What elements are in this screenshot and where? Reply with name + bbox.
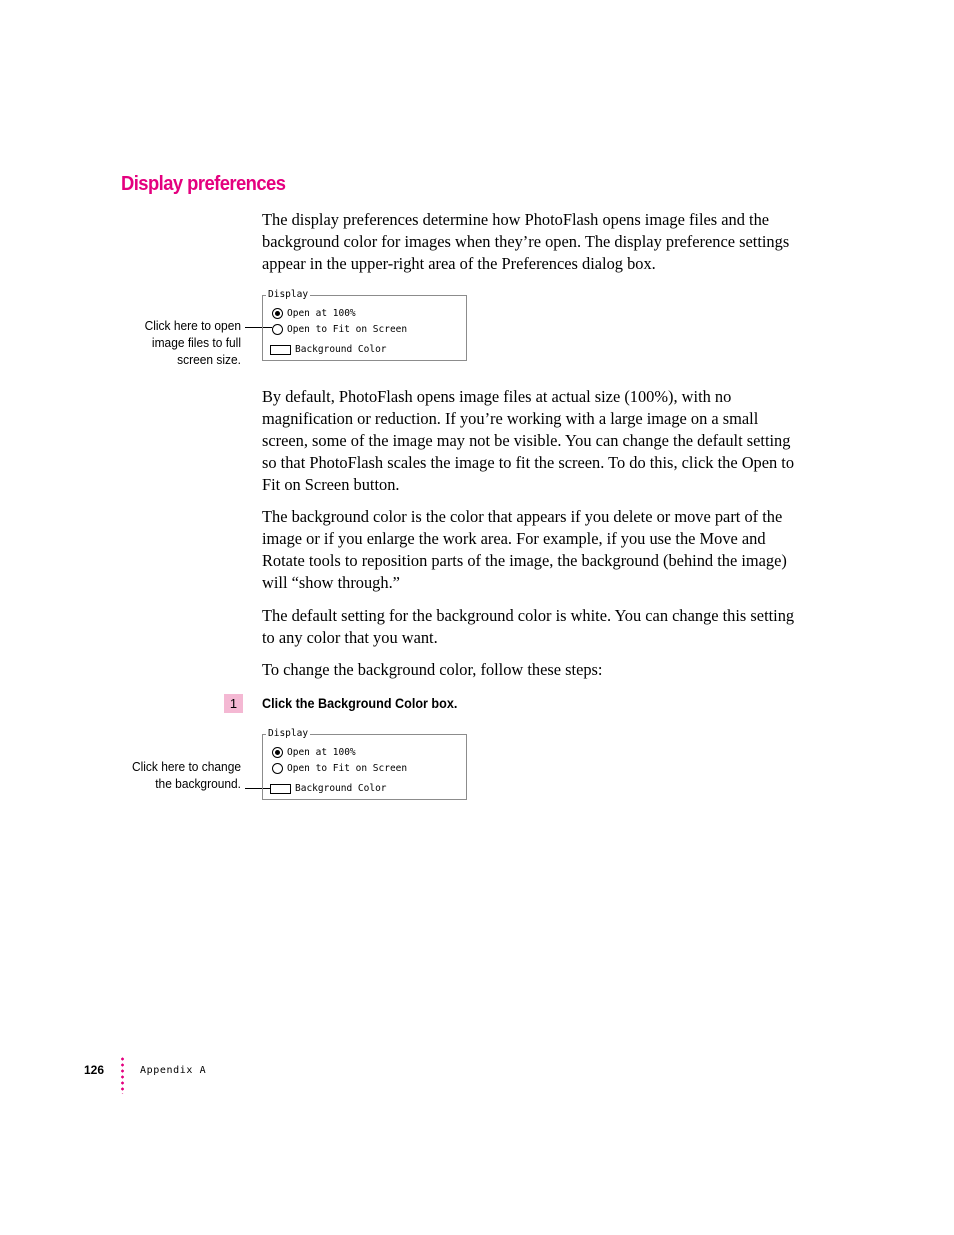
open-fit-screen-radio[interactable] — [272, 762, 407, 775]
radio-unselected-icon[interactable] — [272, 763, 283, 774]
swatch-label: Background Color — [295, 783, 387, 794]
callout-line: the background. — [155, 776, 241, 791]
open-full-size-callout — [121, 317, 241, 368]
callout-line: image files to full — [151, 335, 241, 350]
radio-label: Open to Fit on Screen — [287, 763, 408, 774]
display-preferences-panel — [262, 728, 467, 800]
footer-section-label: Appendix A — [140, 1065, 207, 1076]
open-actual-size-radio[interactable] — [272, 746, 356, 759]
panel-title: Display — [268, 728, 309, 739]
radio-selected-icon[interactable] — [272, 747, 283, 758]
steps-intro-paragraph: To change the background color, follow these steps: — [262, 660, 603, 679]
radio-label: Open at 100% — [287, 747, 356, 758]
background-color-paragraph: The background color is the color that appears if you delete or move part of the image or if you enlarge the work area. For example, if you use the Move and Rotate tools to reposition parts of the image, the background (behind the image) will “show through.” — [262, 507, 787, 592]
default-setting-paragraph: The default setting for the background color is white. You can change this setting to any color that you want. — [262, 606, 795, 647]
callout-line: Click here to change — [131, 759, 241, 774]
color-swatch[interactable] — [270, 345, 291, 355]
step-number-badge: 1 — [224, 694, 243, 713]
open-fit-screen-radio[interactable] — [272, 323, 407, 336]
page-number: 126 — [84, 1063, 105, 1077]
color-swatch[interactable] — [270, 784, 291, 794]
panel-title: Display — [268, 289, 309, 300]
callout-line: Click here to open — [144, 318, 241, 333]
footer-dotted-rule — [121, 1056, 124, 1094]
default-size-paragraph: By default, PhotoFlash opens image files at actual size (100%), with no magnification or reduction. If you’re working with a large image on a small screen, some of the image may not be visible. You can change the default setting so that PhotoFlash scales the image to fit the screen. To do this, click the Open to Fit on Screen button. — [262, 387, 795, 494]
radio-selected-icon[interactable] — [272, 308, 283, 319]
section-heading: Display preferences — [121, 173, 286, 195]
callout-line: screen size. — [177, 352, 241, 367]
swatch-label: Background Color — [295, 344, 387, 355]
change-background-callout — [103, 758, 241, 792]
display-preferences-panel — [262, 289, 467, 361]
background-color-box[interactable] — [270, 782, 387, 795]
radio-label: Open to Fit on Screen — [287, 324, 408, 335]
intro-paragraph: The display preferences determine how PhotoFlash opens image files and the background color for images when they’re open. The display preference settings appear in the upper-right area of the Preferences dialog box. — [262, 210, 790, 273]
open-actual-size-radio[interactable] — [272, 307, 356, 320]
background-color-box[interactable] — [270, 343, 387, 356]
step-instruction: Click the Background Color box. — [262, 695, 458, 711]
radio-label: Open at 100% — [287, 308, 356, 319]
radio-unselected-icon[interactable] — [272, 324, 283, 335]
